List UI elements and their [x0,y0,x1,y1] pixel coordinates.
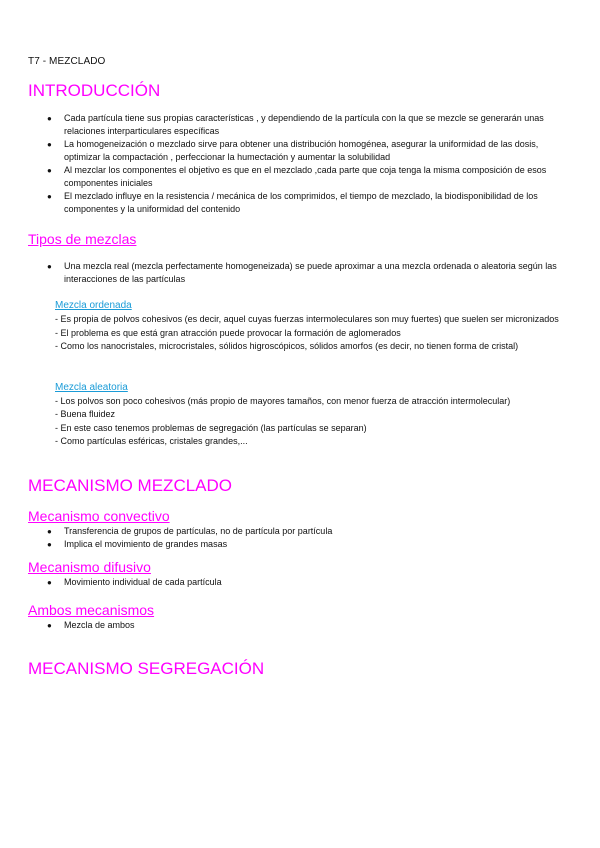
list-item: ● La homogeneización o mezclado sirve para obtener una distribución homogénea, asegurar la uniformidad de las dosis, optimizar la compactación , perfeccionar la humectación y aumentar la solubilidad [47,139,539,162]
list-item: - Los polvos son poco cohesivos (más propio de mayores tamaños, con menor fuerza de atracción intermolecular) [55,395,511,406]
bullet-icon: ● [47,577,52,587]
intro-heading: INTRODUCCIÓN [28,81,161,100]
list-item: ● Cada partícula tiene sus propias características , y dependiendo de la partícula con la que se mezcle se generarán unas relaciones interparticulares específicas [47,113,544,136]
bullet-icon: ● [47,140,52,149]
list-item: - En este caso tenemos problemas de segregación (las partículas se separan) [55,422,367,433]
list-item: - El problema es que está gran atracción puede provocar la formación de aglomerados [55,327,401,338]
bullet-icon: ● [47,166,52,175]
list-item: ● Al mezclar los componentes el objetivo es que en el mezclado ,cada parte que coja tenga la misma composición de esos componentes iniciales [47,165,547,188]
difusivo-heading: Mecanismo difusivo [28,558,151,575]
list-item: ● El mezclado influye en la resistencia / mecánica de los comprimidos, el tiempo de mezclado, la biodisponibilidad de los componentes y la uniformidad del contenido [47,191,538,214]
mecanismo-heading: MECANISMO MEZCLADO [28,475,233,495]
mezcla-ordenada-link[interactable]: Mezcla ordenada [55,300,132,311]
list-item: ● Transferencia de grupos de partículas, no de partícula por partícula [47,525,333,536]
ambos-heading: Ambos mecanismos [28,601,155,618]
list-item: - Como partículas esféricas, cristales grandes,... [55,436,248,446]
ambos-bullet-list [28,619,573,632]
intro-bullet-list [28,112,573,216]
document-page [28,56,573,680]
document-title: T7 - MEZCLADO [28,56,106,67]
bullet-icon: ● [47,192,52,201]
list-item: - Como los nanocristales, microcristales, sólidos higroscópicos, sólidos amorfos (es decir, no tienen forma de cristal) [55,341,519,351]
convectivo-bullet-list [28,525,573,551]
list-item: - Buena fluidez [55,409,116,419]
mezcla-aleatoria-link[interactable]: Mezcla aleatoria [55,381,128,393]
bullet-icon: ● [47,526,52,536]
tipos-bullet-list [28,260,573,286]
list-item: ● Mezcla de ambos [47,619,135,630]
convectivo-heading: Mecanismo convectivo [28,507,170,524]
segregacion-heading: MECANISMO SEGREGACIÓN [28,658,265,678]
bullet-icon: ● [47,114,52,123]
tipos-heading: Tipos de mezclas [28,231,137,247]
list-item: ● Una mezcla real (mezcla perfectamente homogeneizada) se puede aproximar a una mezcla ordenada o aleatoria según las interacciones de las partículas [47,261,557,284]
bullet-icon: ● [47,620,52,630]
difusivo-bullet-list [28,576,573,589]
bullet-icon: ● [47,539,52,549]
mezcla-aleatoria-section [55,381,573,449]
bullet-icon: ● [47,262,52,271]
list-item: ● Implica el movimiento de grandes masas [47,538,228,549]
list-item: - Es propia de polvos cohesivos (es decir, aquel cuyas fuerzas intermoleculares son muy fuertes) que suelen ser micronizados [55,314,559,324]
list-item: ● Movimiento individual de cada partícula [47,576,222,587]
mezcla-ordenada-section [55,299,573,354]
